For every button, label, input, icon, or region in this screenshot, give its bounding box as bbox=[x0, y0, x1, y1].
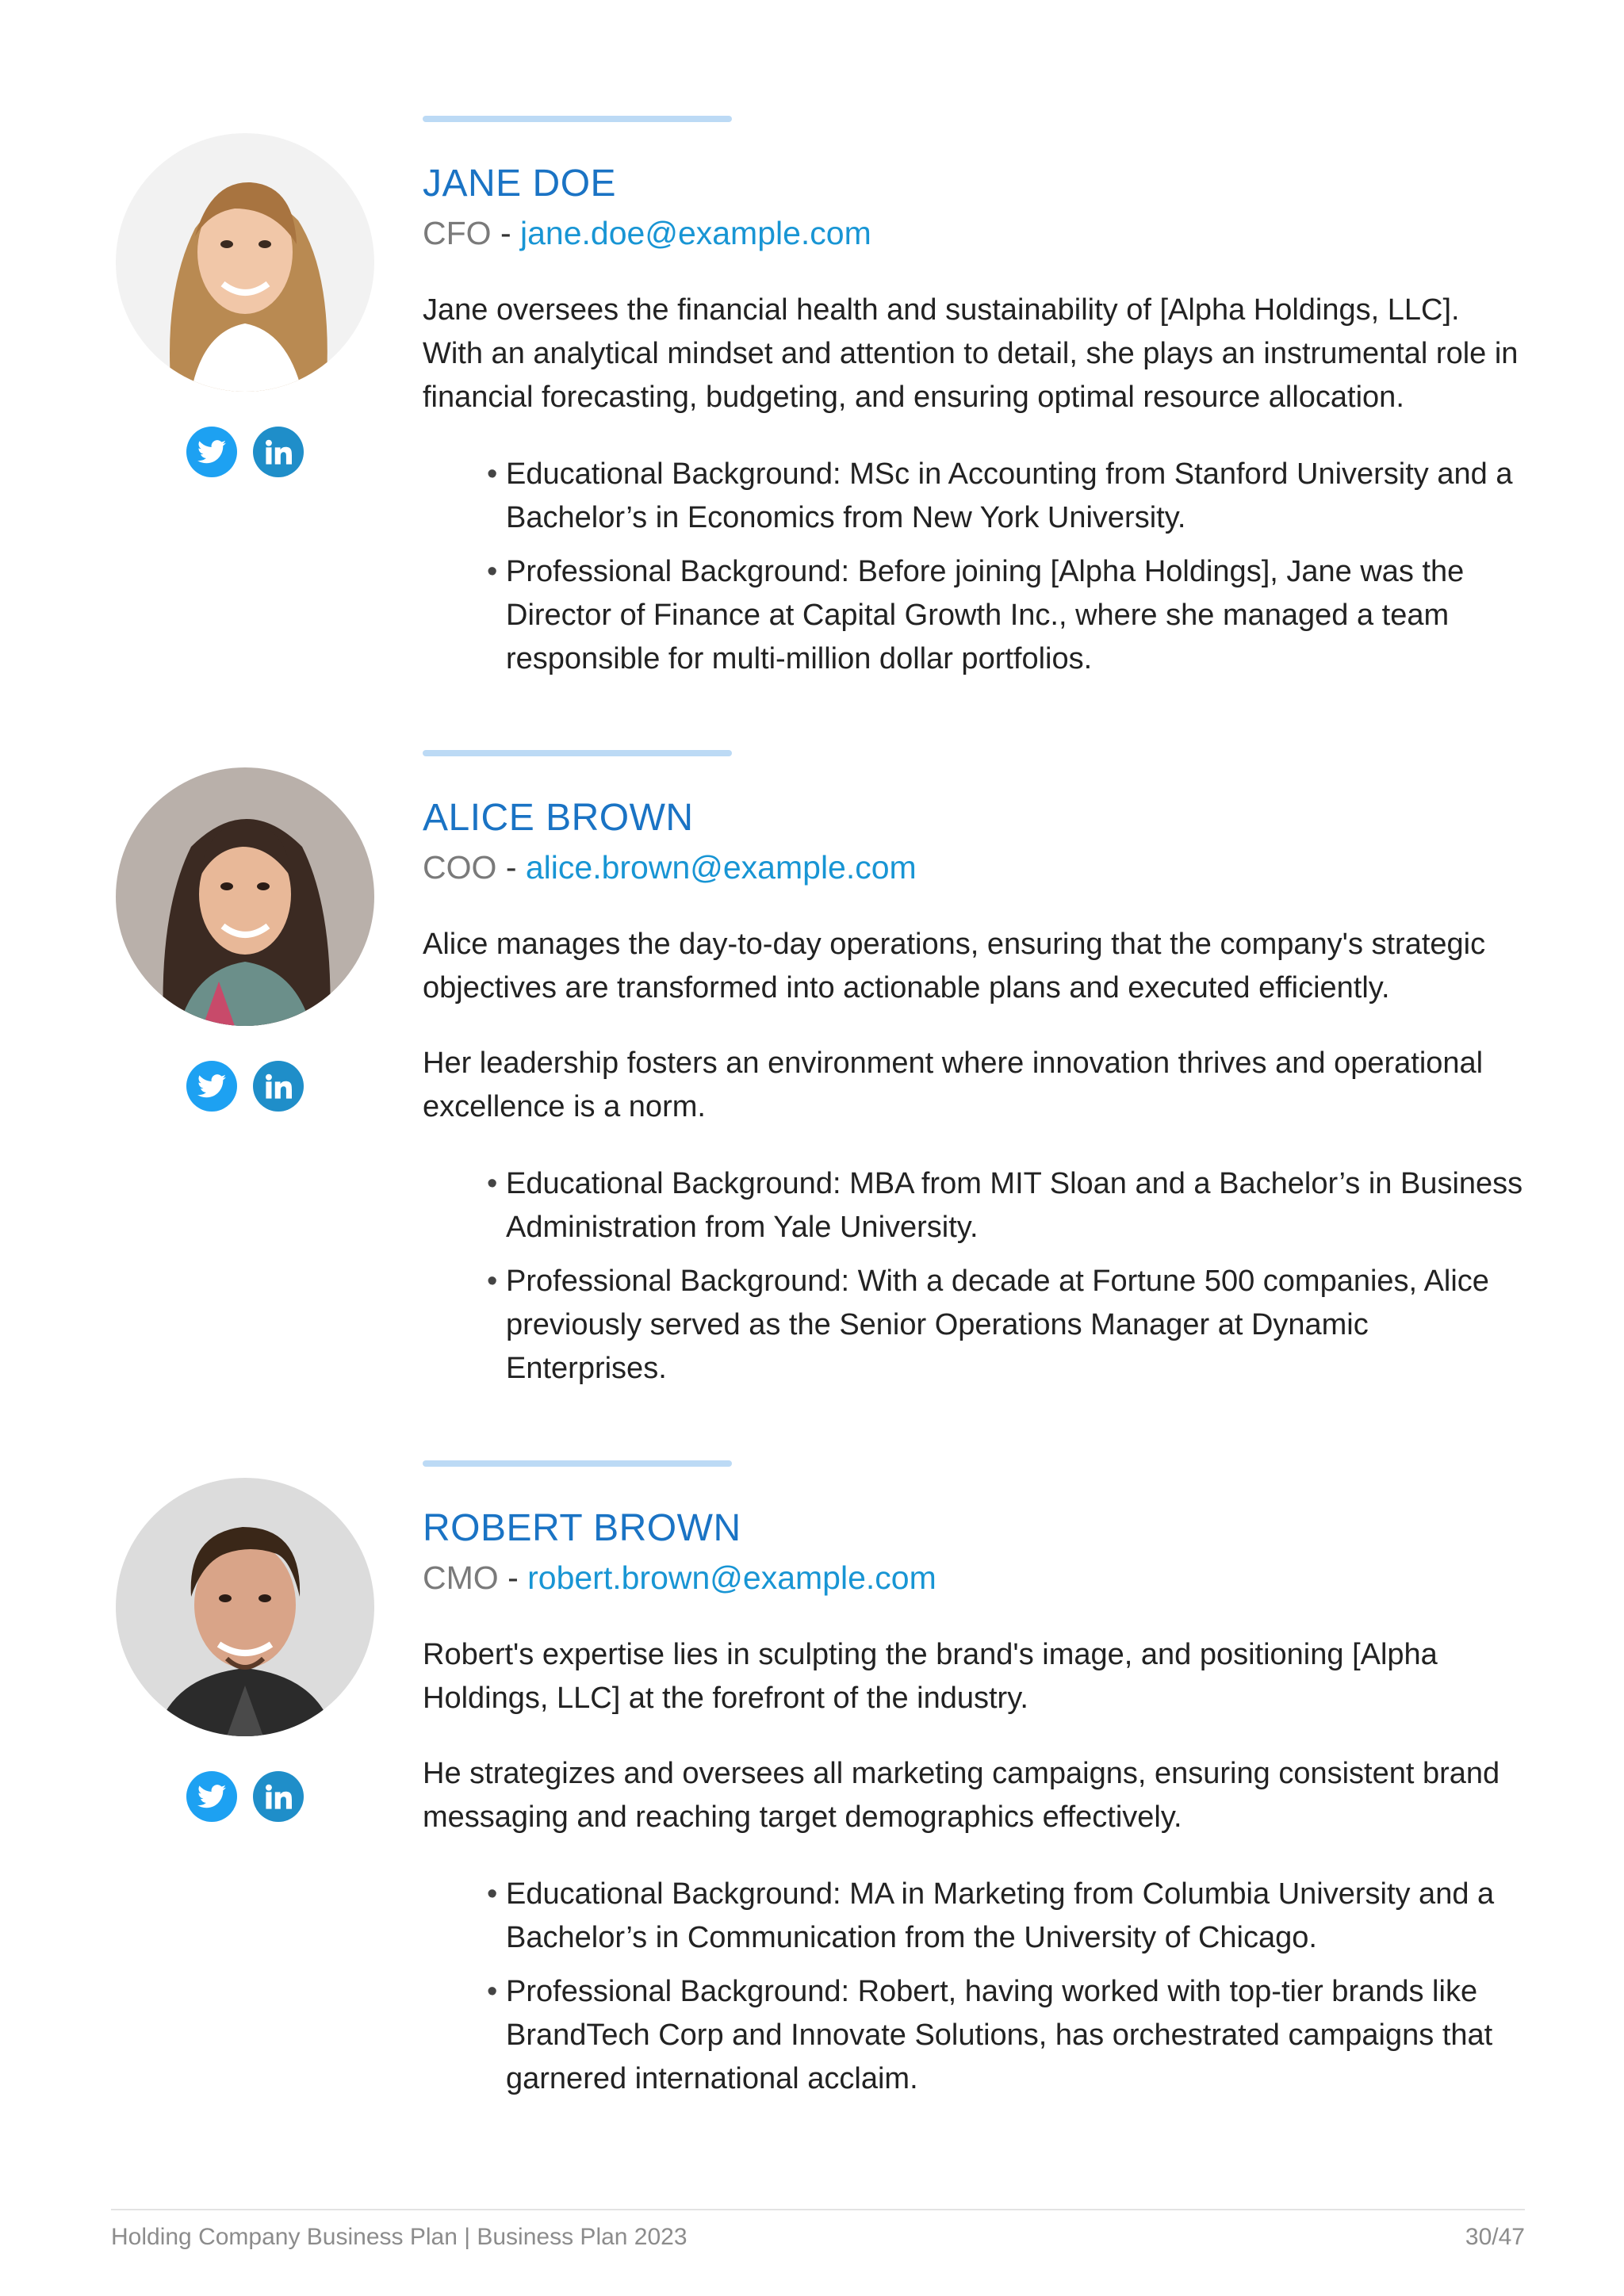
member-role: COO bbox=[423, 849, 497, 886]
linkedin-icon[interactable] bbox=[253, 1061, 304, 1112]
accent-divider bbox=[423, 750, 732, 756]
background-list bbox=[423, 453, 1525, 681]
list-item: • Educational Background: MSc in Accounting from Stanford University and a Bachelor’s in Economics from New York University. bbox=[506, 453, 1525, 540]
twitter-icon[interactable] bbox=[186, 427, 237, 477]
avatar-robert-brown bbox=[116, 1478, 374, 1736]
member-content bbox=[423, 116, 1525, 691]
accent-divider bbox=[423, 1460, 732, 1467]
social-links bbox=[116, 1061, 374, 1112]
email-link[interactable]: jane.doe@example.com bbox=[520, 215, 871, 251]
bio-paragraph: Her leadership fosters an environment where innovation thrives and operational excellence is a norm. bbox=[423, 1047, 1484, 1123]
role-separator: - bbox=[505, 849, 517, 886]
avatar-jane-doe bbox=[116, 133, 374, 392]
list-item: • Professional Background: With a decade at Fortune 500 companies, Alice previously served as the Senior Operations Manager at Dynamic Enterprises. bbox=[506, 1260, 1525, 1391]
member-content bbox=[423, 750, 1525, 1401]
bio-paragraph: Jane oversees the financial health and sustainability of [Alpha Holdings, LLC]. With an analytical mindset and attention to detail, she plays an instrumental role in financial forecasting, budgeting, and ensuring optimal resource allocation. bbox=[423, 293, 1519, 414]
list-item: • Educational Background: MBA from MIT Sloan and a Bachelor’s in Business Administration from Yale University. bbox=[506, 1162, 1525, 1249]
list-item: • Professional Background: Robert, having worked with top-tier brands like BrandTech Corp and Innovate Solutions, has orchestrated campaigns that garnered international acclaim. bbox=[506, 1970, 1525, 2101]
bio-paragraph: Alice manages the day-to-day operations, ensuring that the company's strategic objectives are transformed into actionable plans and executed efficiently. bbox=[423, 928, 1486, 1004]
email-link[interactable]: alice.brown@example.com bbox=[525, 849, 917, 886]
twitter-icon[interactable] bbox=[186, 1771, 237, 1822]
background-list bbox=[423, 1873, 1525, 2101]
photo-column bbox=[116, 767, 374, 1112]
role-separator: - bbox=[508, 1559, 519, 1596]
list-item: • Professional Background: Before joining [Alpha Holdings], Jane was the Director of Finance at Capital Growth Inc., where she managed a team responsible for multi-million dollar portfolios. bbox=[506, 550, 1525, 681]
bio-paragraph: Robert's expertise lies in sculpting the brand's image, and positioning [Alpha Holdings, LLC] at the forefront of the industry. bbox=[423, 1638, 1438, 1715]
photo-column bbox=[116, 1478, 374, 1822]
member-name: ROBERT BROWN bbox=[423, 1507, 741, 1549]
background-list bbox=[423, 1162, 1525, 1391]
accent-divider bbox=[423, 116, 732, 122]
linkedin-icon[interactable] bbox=[253, 427, 304, 477]
twitter-icon[interactable] bbox=[186, 1061, 237, 1112]
member-role: CFO bbox=[423, 215, 492, 251]
member-name: ALICE BROWN bbox=[423, 797, 694, 839]
photo-column bbox=[116, 133, 374, 477]
social-links bbox=[116, 427, 374, 477]
member-name: JANE DOE bbox=[423, 163, 617, 205]
role-line bbox=[423, 212, 1525, 254]
page-number: 30/47 bbox=[1465, 2224, 1525, 2250]
member-role: CMO bbox=[423, 1559, 499, 1596]
bio-paragraph: He strategizes and oversees all marketing campaigns, ensuring consistent brand messaging and reaching target demographics effectively. bbox=[423, 1757, 1500, 1834]
role-separator: - bbox=[500, 215, 511, 251]
role-line bbox=[423, 847, 1525, 888]
footer-document-title: Holding Company Business Plan | Business Plan 2023 bbox=[111, 2224, 688, 2250]
role-line bbox=[423, 1557, 1525, 1598]
email-link[interactable]: robert.brown@example.com bbox=[527, 1559, 936, 1596]
footer-divider bbox=[111, 2209, 1525, 2210]
avatar-alice-brown bbox=[116, 767, 374, 1026]
linkedin-icon[interactable] bbox=[253, 1771, 304, 1822]
list-item: • Educational Background: MA in Marketing from Columbia University and a Bachelor’s in Communication from the University of Chicago. bbox=[506, 1873, 1525, 1960]
social-links bbox=[116, 1771, 374, 1822]
member-content bbox=[423, 1460, 1525, 2111]
